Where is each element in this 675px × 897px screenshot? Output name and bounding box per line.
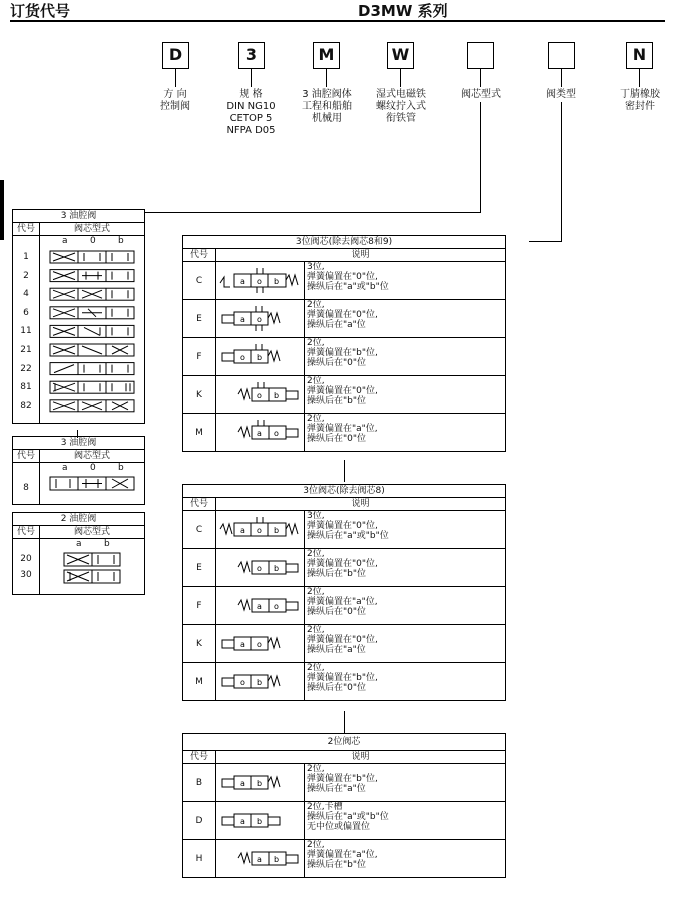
valve-type-row: K a o 2位, 弹簧偏置在"0"位, 操纵后在"a"位 <box>183 625 506 663</box>
svg-text:b: b <box>274 526 280 535</box>
left-table-2-port: 2 油腔阀 代号 阀芯型式 20 30 a b <box>12 512 145 595</box>
svg-text:o: o <box>257 640 262 649</box>
spool-code: 22 <box>20 363 32 374</box>
valve-symbol-k <box>216 626 304 658</box>
code-box-size: 3 <box>238 42 265 69</box>
spool-symbol-4 <box>50 288 134 300</box>
code-box-spool-type <box>467 42 494 69</box>
valve-symbol-h <box>216 841 304 873</box>
svg-text:b: b <box>257 817 263 826</box>
caption-size: 规 格 DIN NG10 CETOP 5 NFPA D05 <box>226 89 276 136</box>
svg-text:a: a <box>240 277 245 286</box>
svg-text:o: o <box>274 429 279 438</box>
valve-symbol-b <box>216 765 304 797</box>
valve-symbol-c <box>216 263 304 295</box>
spool-code: 2 <box>23 270 29 281</box>
svg-text:o: o <box>274 602 279 611</box>
code-box-solenoid: W <box>387 42 414 69</box>
valve-symbol-d <box>216 803 304 835</box>
valve-type-row: M a o 2位, 弹簧偏置在"a"位, 操纵后在"0"位 <box>183 414 506 452</box>
caption-valve-type: 阀类型 <box>546 89 576 100</box>
valve-symbol-k <box>216 377 304 409</box>
spool-symbols-3-port <box>40 248 144 420</box>
spool-symbol-1 <box>50 251 134 263</box>
code-box-body: M <box>313 42 340 69</box>
spool-code: 82 <box>20 400 32 411</box>
spool-code: 6 <box>23 307 29 318</box>
valve-type-row: K o b 2位, 弹簧偏置在"0"位, 操纵后在"b"位 <box>183 376 506 414</box>
svg-text:b: b <box>274 277 280 286</box>
svg-text:o: o <box>257 315 262 324</box>
valve-symbol-f <box>216 339 304 371</box>
svg-text:o: o <box>240 353 245 362</box>
caption-seal: 丁腈橡胶 密封件 <box>620 89 660 112</box>
valve-type-row: H a b 2位, 弹簧偏置在"a"位, 操纵后在"b"位 <box>183 840 506 878</box>
svg-text:b: b <box>274 391 280 400</box>
svg-text:a: a <box>240 315 245 324</box>
spool-code: 21 <box>20 344 32 355</box>
svg-text:a: a <box>240 640 245 649</box>
svg-text:b: b <box>257 779 263 788</box>
svg-text:o: o <box>257 526 262 535</box>
valve-type-table-3pos-a: 3位阀芯(除去阀芯8和9) 代号 说明 C a o b 3位, 弹簧偏置在"0"位, 操纵后在"a"或"b"位 E a o 2位, 弹簧偏置在"0"位, 操纵后在"a"位 F o b 2位, 弹簧偏置在"b"位, 操纵后在"0"位 K o b 2位, 弹簧偏置在"0"位, 操纵后在"b"位 M a o 2位, 弹簧偏置在"a"位, 操纵后在"0"位 <box>182 235 506 452</box>
spool-code: 8 <box>13 463 40 505</box>
svg-text:o: o <box>257 277 262 286</box>
valve-type-row: F o b 2位, 弹簧偏置在"b"位, 操纵后在"0"位 <box>183 338 506 376</box>
valve-type-row: D a b 2位,卡槽 操纵后在"a"或"b"位 无中位或偏置位 <box>183 802 506 840</box>
spool-symbol-6 <box>50 307 134 319</box>
svg-text:a: a <box>240 779 245 788</box>
spool-symbol-2 <box>50 270 134 282</box>
valve-type-row: B a b 2位, 弹簧偏置在"b"位, 操纵后在"a"位 <box>183 764 506 802</box>
spool-symbols-2-port <box>40 551 144 591</box>
valve-type-row: C a o b 3位, 弹簧偏置在"0"位, 操纵后在"a"或"b"位 <box>183 511 506 549</box>
valve-type-row: F a o 2位, 弹簧偏置在"a"位, 操纵后在"0"位 <box>183 587 506 625</box>
spool-code: 30 <box>20 570 32 580</box>
spool-symbol-8 <box>40 474 144 494</box>
valve-symbol-f <box>216 588 304 620</box>
valve-type-table-3pos-b: 3位阀芯(除去阀芯8) 代号 说明 C a o b 3位, 弹簧偏置在"0"位, 操纵后在"a"或"b"位 E o b 2位, 弹簧偏置在"0"位, 操纵后在"b"位 F a o 2位, 弹簧偏置在"a"位, 操纵后在"0"位 K a o 2位, 弹簧偏置在"0"位, 操纵后在"a"位 M o b 2位, 弹簧偏置在"b"位, 操纵后在"0"位 <box>182 484 506 701</box>
valve-type-row: E o b 2位, 弹簧偏置在"0"位, 操纵后在"b"位 <box>183 549 506 587</box>
svg-text:a: a <box>240 817 245 826</box>
valve-type-row: E a o 2位, 弹簧偏置在"0"位, 操纵后在"a"位 <box>183 300 506 338</box>
caption-spool-type: 阀芯型式 <box>461 89 501 100</box>
valve-type-row: C a o b 3位, 弹簧偏置在"0"位, 操纵后在"a"或"b"位 <box>183 262 506 300</box>
valve-symbol-e <box>216 550 304 582</box>
spool-code: 1 <box>23 252 29 262</box>
svg-text:b: b <box>257 678 263 687</box>
spool-symbol-21 <box>50 344 134 356</box>
valve-symbol-c <box>216 512 304 544</box>
series-heading: D3MW 系列 <box>358 2 448 20</box>
spool-code: 11 <box>20 326 32 337</box>
left-table-3-port-main: 3 油腔阀 代号 阀芯型式 1 2 4 6 11 21 22 81 82 a 0 b <box>12 209 145 424</box>
svg-text:o: o <box>257 391 262 400</box>
code-box-function: D <box>162 42 189 69</box>
svg-text:a: a <box>240 526 245 535</box>
header-rule <box>10 20 665 22</box>
valve-symbol-m <box>216 664 304 696</box>
code-box-valve-type <box>548 42 575 69</box>
valve-type-row: M o b 2位, 弹簧偏置在"b"位, 操纵后在"0"位 <box>183 663 506 701</box>
spool-code: 20 <box>20 554 32 564</box>
spool-symbol-22 <box>50 363 134 375</box>
spool-code: 81 <box>20 382 32 393</box>
spool-symbol-82 <box>50 400 134 412</box>
left-table-3-port-spool-8: 3 油腔阀 代号 阀芯型式 8 a 0 b <box>12 436 145 505</box>
svg-text:b: b <box>274 855 280 864</box>
caption-function: 方 向 控制阀 <box>160 89 190 112</box>
valve-type-table-2pos: 2位阀芯 代号 说明 B a b 2位, 弹簧偏置在"b"位, 操纵后在"a"位 D a b 2位,卡槽 操纵后在"a"或"b"位 无中位或偏置位 H a b 2位, 弹簧偏置在"a"位, 操纵后在"b"位 <box>182 733 506 878</box>
spool-symbol-81 <box>50 381 134 393</box>
valve-symbol-m <box>216 415 304 447</box>
order-code-heading: 订货代号 <box>10 2 71 20</box>
svg-text:b: b <box>274 564 280 573</box>
caption-body: 3 油腔阀体 工程和船舶 机械用 <box>302 89 352 124</box>
svg-text:a: a <box>257 602 262 611</box>
svg-text:o: o <box>257 564 262 573</box>
spool-symbol-11 <box>50 325 134 337</box>
svg-text:o: o <box>240 678 245 687</box>
svg-text:a: a <box>257 855 262 864</box>
code-box-seal: N <box>626 42 653 69</box>
valve-symbol-e <box>216 301 304 333</box>
svg-text:b: b <box>257 353 263 362</box>
svg-text:a: a <box>257 429 262 438</box>
caption-solenoid: 湿式电磁铁 螺纹拧入式 衔铁管 <box>376 89 426 124</box>
spool-code: 4 <box>23 289 29 300</box>
